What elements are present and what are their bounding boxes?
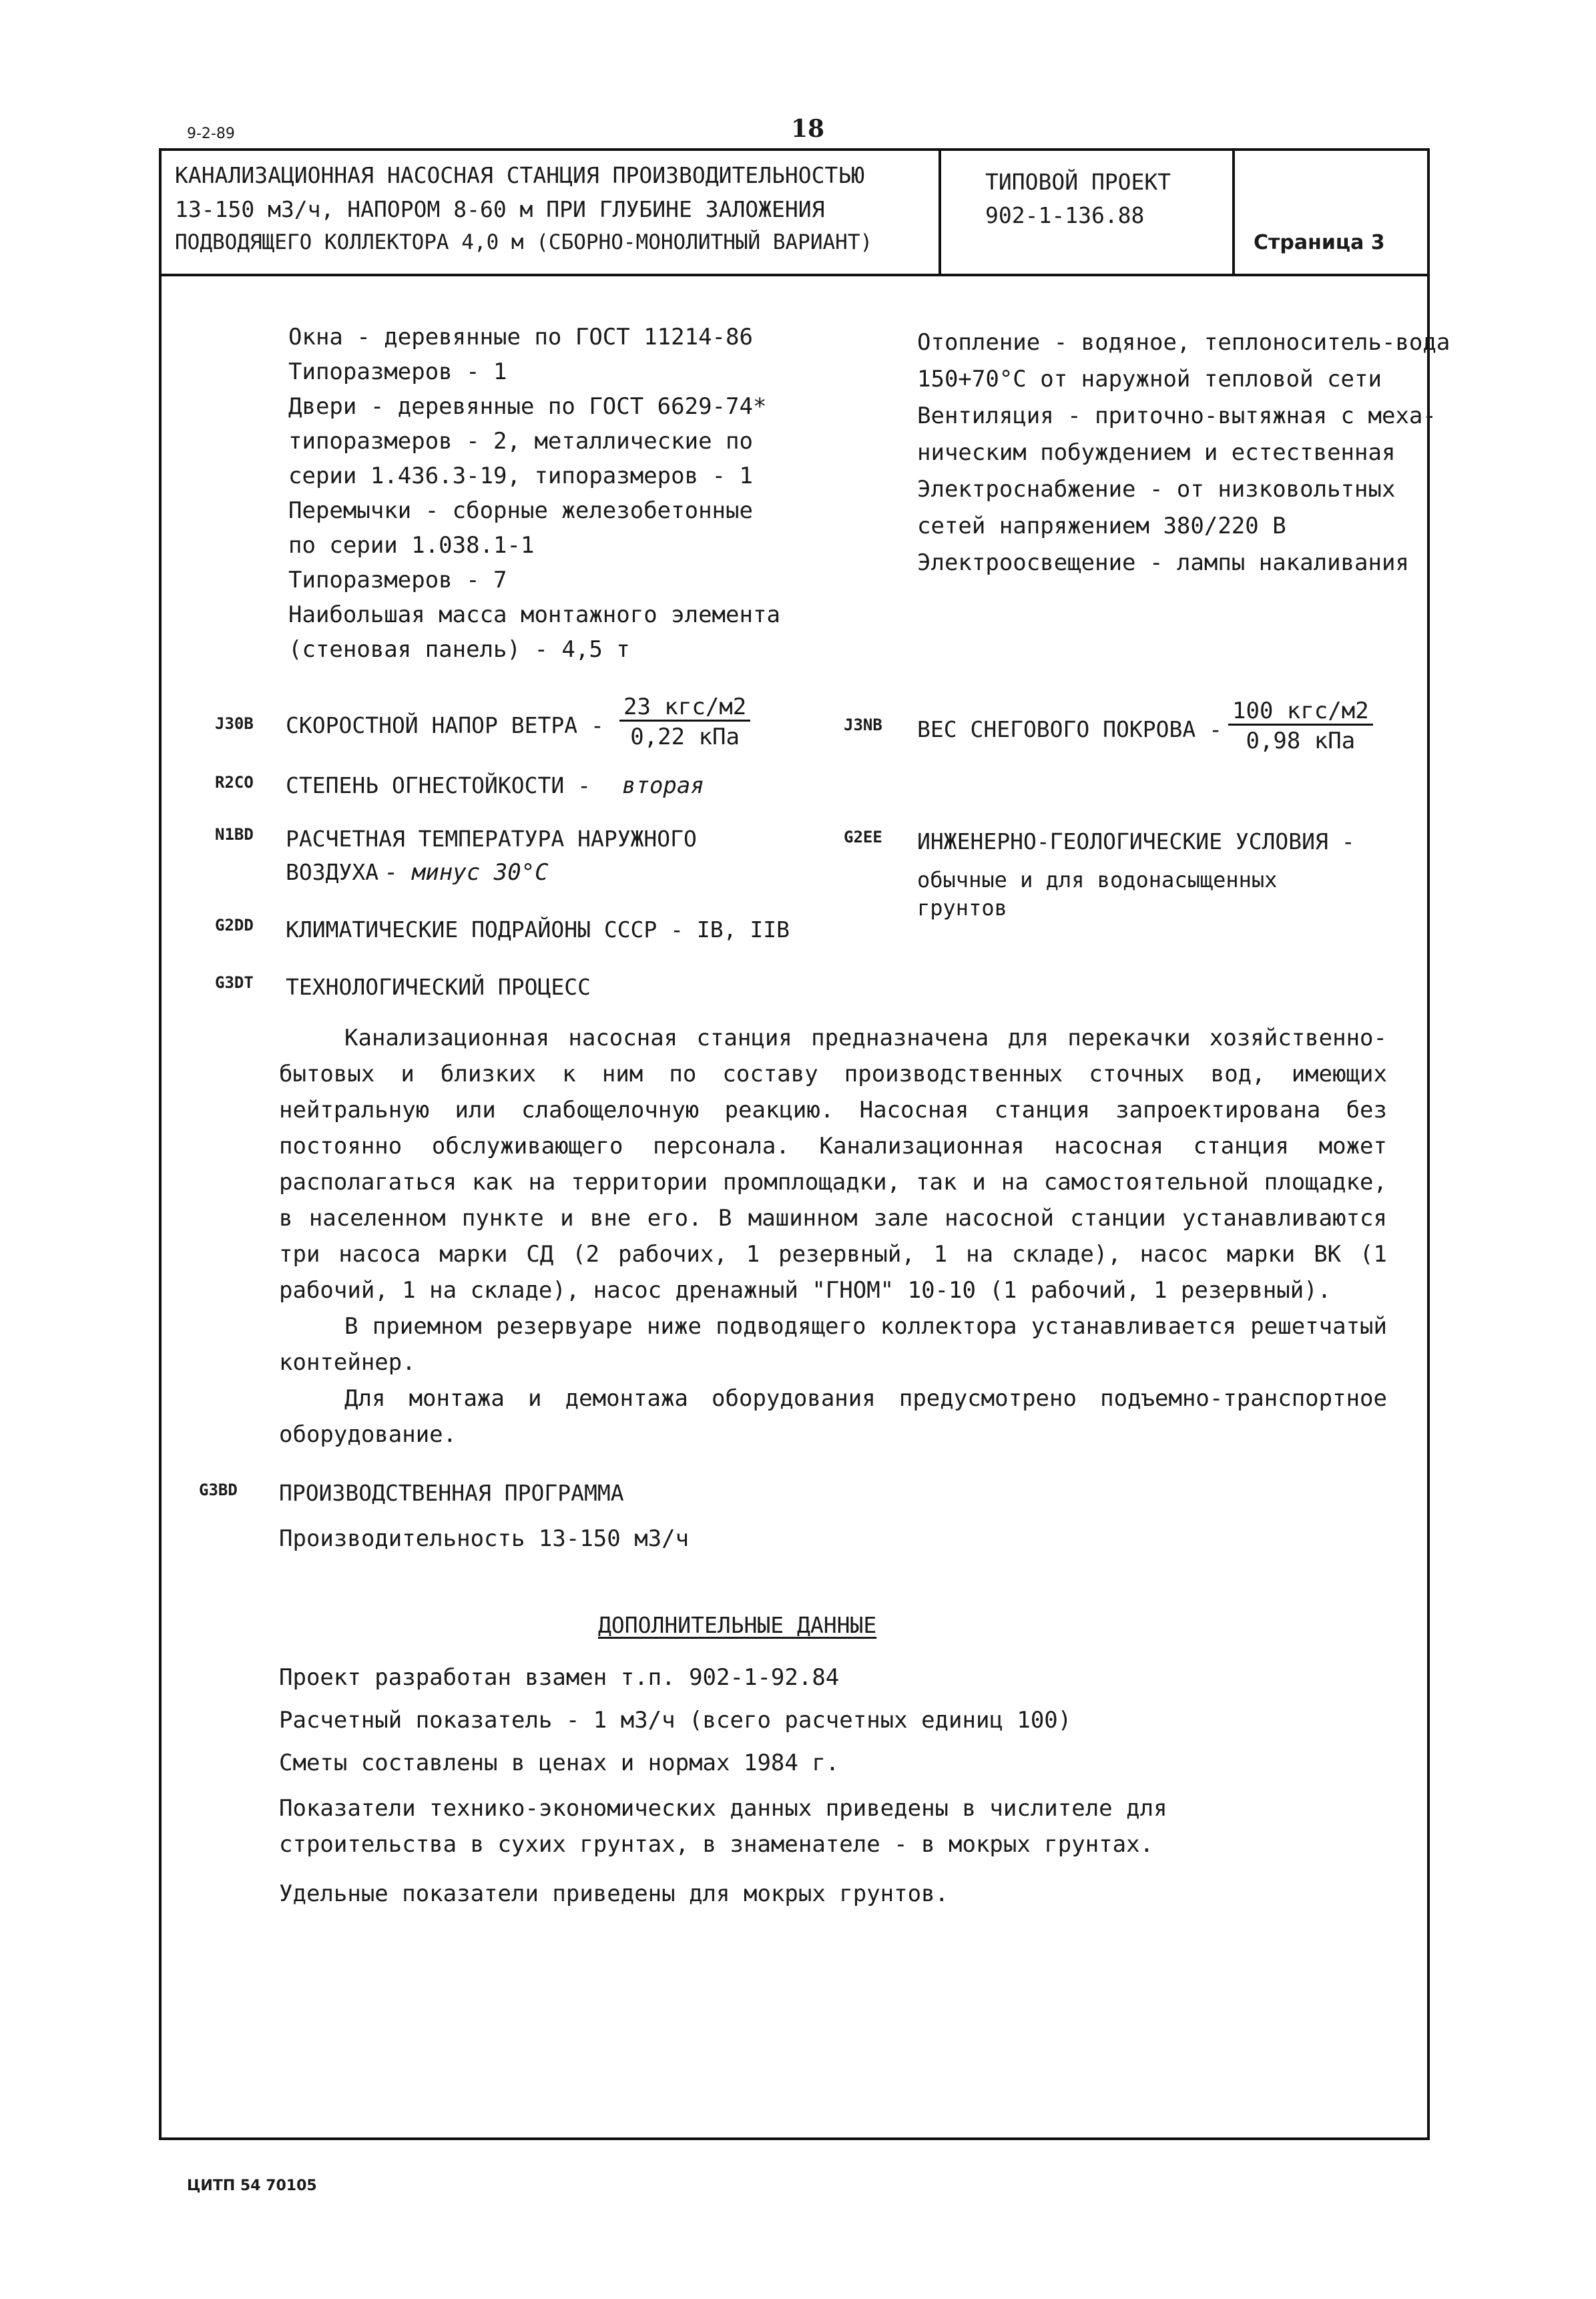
- fire-resistance-value: вторая: [622, 772, 704, 799]
- left-spec-line: серии 1.436.3-19, типоразмеров - 1: [288, 463, 753, 489]
- frame-top: [159, 148, 1430, 151]
- right-spec-line: Электроосвещение - лампы накаливания: [917, 549, 1409, 576]
- climate-subregions: КЛИМАТИЧЕСКИЕ ПОДРАЙОНЫ СССР - IВ, IIВ: [286, 917, 790, 943]
- snow-load-numerator: 100 кгс/м2: [1228, 700, 1373, 726]
- tech-paragraph: Канализационная насосная станция предназначена для перекачки хозяйственно-бытовых и близких к ним по составу производственных сточных вод, имеющих нейтральную или слабощелочную реакцию. Насосная станция запроектирована без постоянно обслуживающего персонала. Канализационная насосная станция может располагаться как на территории промплощадки, так и на самостоятельной площадке, в населенном пункте и вне его. В машинном зале насосной станции устанавливаются три насоса марки СД (2 рабочих, 1 резервный, 1 на складе), насос марки ВК (1 рабочий, 1 на складе), насос дренажный "ГНОМ" 10-10 (1 рабочий, 1 резервный).: [279, 1025, 1387, 1304]
- left-spec-line: Типоразмеров - 7: [288, 567, 507, 593]
- snow-load-denominator: 0,98 кПа: [1246, 728, 1356, 754]
- right-spec-line: 150+70°С от наружной тепловой сети: [917, 366, 1382, 393]
- wind-load-denominator: 0,22 кПа: [630, 724, 740, 750]
- right-spec-line: Вентиляция - приточно-вытяжная с меха-: [917, 403, 1436, 429]
- additional-line: Удельные показатели приведены для мокрых грунтов.: [279, 1880, 949, 1907]
- field-code-temperature: N1BD: [215, 825, 254, 844]
- geology-value-line-2: грунтов: [917, 895, 1007, 921]
- sheet-number: 18: [791, 115, 825, 143]
- right-spec-column: [917, 331, 1450, 588]
- field-code-geology: G2EE: [844, 828, 882, 846]
- tech-paragraph: В приемном резервуаре ниже подводящего коллектора устанавливается решетчатый контейнер.: [279, 1313, 1387, 1376]
- left-spec-line: Типоразмеров - 1: [288, 358, 507, 385]
- header-title-line-3: ПОДВОДЯЩЕГО КОЛЛЕКТОРА 4,0 м (СБОРНО-МОНОЛИТНЫЙ ВАРИАНТ): [175, 230, 873, 254]
- temperature-value: - минус 30°С: [384, 859, 549, 886]
- document-code: 9-2-89: [187, 125, 235, 142]
- right-spec-line: Электроснабжение - от низковольтных: [917, 476, 1396, 503]
- right-spec-line: ническим побуждением и естественная: [917, 439, 1396, 466]
- frame-left: [159, 148, 162, 2140]
- wind-load-numerator: 23 кгс/м2: [619, 696, 750, 722]
- left-spec-column: [288, 326, 780, 673]
- left-spec-line: типоразмеров - 2, металлические по: [288, 428, 753, 455]
- field-code-fire: R2CO: [215, 773, 254, 792]
- header-title-line-1: КАНАЛИЗАЦИОННАЯ НАСОСНАЯ СТАНЦИЯ ПРОИЗВОДИТЕЛЬНОСТЬЮ: [175, 162, 865, 188]
- left-spec-line: Перемычки - сборные железобетонные: [288, 497, 753, 524]
- production-program-value: Производительность 13-150 м3/ч: [279, 1525, 690, 1552]
- snow-load-value: [1228, 700, 1373, 752]
- tech-paragraph: Для монтажа и демонтажа оборудования предусмотрено подъемно-транспортное оборудование.: [279, 1385, 1387, 1448]
- tech-process-heading: ТЕХНОЛОГИЧЕСКИЙ ПРОЦЕСС: [286, 974, 591, 1000]
- right-spec-line: Отопление - водяное, теплоноситель-вода: [917, 329, 1450, 356]
- geology-value-line-1: обычные и для водонасыщенных: [917, 867, 1278, 892]
- left-spec-line: (стеновая панель) - 4,5 т: [288, 636, 630, 663]
- left-spec-line: Наибольшая масса монтажного элемента: [288, 601, 780, 628]
- left-spec-line: Окна - деревянные по ГОСТ 11214-86: [288, 324, 753, 350]
- left-spec-line: по серии 1.038.1-1: [288, 532, 535, 559]
- left-spec-line: Двери - деревянные по ГОСТ 6629-74*: [288, 393, 767, 420]
- header-divider: [159, 274, 1430, 276]
- field-code-wind: J30B: [215, 714, 254, 733]
- snow-load-label: ВЕС СНЕГОВОГО ПОКРОВА -: [917, 716, 1222, 742]
- header-col-divider-2: [1232, 148, 1235, 275]
- header-title-line-2: 13-150 м3/ч, НАПОРОМ 8-60 м ПРИ ГЛУБИНЕ ЗАЛОЖЕНИЯ: [175, 196, 825, 222]
- temperature-label-line-2: ВОЗДУХА: [286, 859, 379, 885]
- additional-line: Показатели технико-экономических данных приведены в числителе для строительства в сухих грунтах, в знаменателе - в мокрых грунтах.: [279, 1795, 1167, 1858]
- production-program-heading: ПРОИЗВОДСТВЕННАЯ ПРОГРАММА: [279, 1480, 624, 1506]
- footer-stamp: ЦИТП 54 70105: [187, 2178, 317, 2194]
- wind-load-value: [619, 696, 750, 748]
- additional-line: Расчетный показатель - 1 м3/ч (всего расчетных единиц 100): [279, 1707, 1072, 1734]
- field-code-climate: G2DD: [215, 916, 254, 935]
- wind-load-label: СКОРОСТНОЙ НАПОР ВЕТРА -: [286, 712, 604, 738]
- project-label: ТИПОВОЙ ПРОЕКТ: [985, 169, 1171, 195]
- header-col-divider-1: [939, 148, 941, 275]
- header-title: [175, 164, 936, 253]
- field-code-program: G3BD: [199, 1481, 238, 1499]
- additional-line: Сметы составлены в ценах и нормах 1984 г.: [279, 1750, 840, 1776]
- temperature-label-line-1: РАСЧЕТНАЯ ТЕМПЕРАТУРА НАРУЖНОГО: [286, 826, 697, 852]
- fire-resistance-label: СТЕПЕНЬ ОГНЕСТОЙКОСТИ -: [286, 772, 591, 798]
- field-code-snow: J3NB: [844, 716, 882, 734]
- additional-data-heading: ДОПОЛНИТЕЛЬНЫЕ ДАННЫЕ: [598, 1612, 877, 1638]
- field-code-tech: G3DT: [215, 973, 254, 992]
- project-number: 902-1-136.88: [985, 202, 1145, 228]
- right-spec-line: сетей напряжением 380/220 В: [917, 513, 1286, 539]
- additional-line: Проект разработан взамен т.п. 902-1-92.84: [279, 1664, 840, 1691]
- geology-label: ИНЖЕНЕРНО-ГЕОЛОГИЧЕСКИЕ УСЛОВИЯ -: [917, 828, 1355, 854]
- tech-process-text: [279, 1020, 1387, 1453]
- page-label: Страница 3: [1254, 231, 1385, 254]
- frame-bottom: [159, 2137, 1430, 2140]
